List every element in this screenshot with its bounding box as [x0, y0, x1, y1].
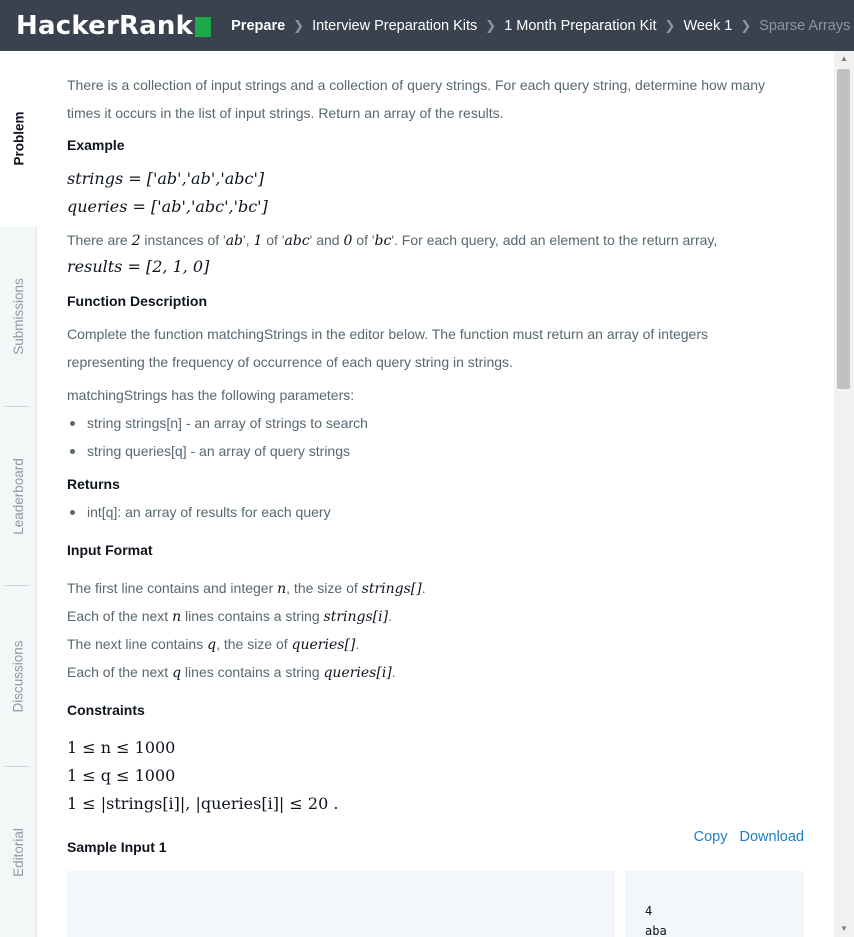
- top-navigation-bar: [0, 0, 854, 51]
- sample-line: 4: [645, 904, 653, 918]
- intro-line-2: times it occurs in the list of input strings. Return an array of the results.: [67, 105, 504, 121]
- input-format-heading: Input Format: [67, 542, 153, 558]
- breadcrumb-prepare[interactable]: Prepare: [231, 17, 286, 34]
- input-format-line: Each of the next n lines contains a string strings[i].: [67, 608, 392, 625]
- example-strings: strings = ['ab','ab','abc']: [67, 169, 265, 188]
- constraint-item: 1 ≤ q ≤ 1000: [67, 766, 176, 785]
- breadcrumb-week[interactable]: Week 1: [683, 17, 733, 34]
- function-description-heading: Function Description: [67, 293, 207, 309]
- returns-item: int[q]: an array of results for each query: [87, 498, 331, 526]
- returns-heading: Returns: [67, 476, 120, 492]
- chevron-right-icon: ❯: [740, 17, 752, 33]
- constraints-heading: Constraints: [67, 702, 145, 718]
- sample-input-heading: Sample Input 1: [67, 839, 167, 855]
- hackerrank-logo[interactable]: [16, 11, 211, 41]
- breadcrumb-current-challenge: Sparse Arrays: [759, 17, 851, 34]
- parameters-intro: matchingStrings has the following parameters:: [67, 387, 355, 403]
- logo-text: HackerRank: [16, 10, 194, 41]
- breadcrumb-interview-kits[interactable]: Interview Preparation Kits: [312, 17, 478, 34]
- scroll-down-arrow-icon[interactable]: ▼: [840, 924, 848, 933]
- example-heading: Example: [67, 137, 125, 153]
- scrollbar-thumb[interactable]: [837, 69, 850, 389]
- example-explanation: There are 2 instances of 'ab', 1 of 'abc' and 0 of 'bc'. For each query, add an element to the return array,: [67, 232, 718, 249]
- function-description-line-2: representing the frequency of occurrence of each query string in strings.: [67, 354, 513, 370]
- tab-discussions[interactable]: Discussions: [11, 639, 26, 713]
- challenge-tabs: [0, 51, 37, 937]
- chevron-right-icon: ❯: [293, 17, 305, 33]
- tab-submissions[interactable]: Submissions: [11, 277, 26, 355]
- example-queries: queries = ['ab','abc','bc']: [67, 197, 268, 216]
- scroll-up-arrow-icon[interactable]: ▲: [840, 54, 848, 63]
- copy-link[interactable]: Copy: [693, 829, 728, 845]
- chevron-right-icon: ❯: [664, 17, 676, 33]
- page-scrollbar[interactable]: [834, 51, 854, 937]
- tab-problem[interactable]: Problem: [0, 51, 38, 226]
- breadcrumb: [231, 18, 850, 34]
- breadcrumb-month-kit[interactable]: 1 Month Preparation Kit: [504, 17, 657, 34]
- constraint-item: 1 ≤ |strings[i]|, |queries[i]| ≤ 20 .: [67, 794, 339, 813]
- parameter-item: string queries[q] - an array of query strings: [87, 437, 350, 465]
- input-format-line: The first line contains and integer n, the size of strings[].: [67, 580, 426, 597]
- input-format-line: The next line contains q, the size of queries[].: [67, 636, 360, 653]
- sample-input-code: [625, 871, 804, 937]
- sample-input-panel: [67, 871, 615, 937]
- logo-cursor-block: [195, 17, 211, 37]
- sample-line: aba: [645, 924, 667, 937]
- function-description-line-1: Complete the function matchingStrings in the editor below. The function must return an array of integers: [67, 326, 708, 342]
- sample-actions: [686, 829, 804, 845]
- download-link[interactable]: Download: [739, 829, 804, 845]
- example-results: results = [2, 1, 0]: [67, 257, 210, 276]
- chevron-right-icon: ❯: [485, 17, 497, 33]
- tab-leaderboard[interactable]: Leaderboard: [11, 457, 27, 535]
- intro-line-1: There is a collection of input strings and a collection of query strings. For each query string, determine how many: [67, 77, 766, 93]
- tab-editorial[interactable]: Editorial: [11, 827, 26, 877]
- constraint-item: 1 ≤ n ≤ 1000: [67, 738, 176, 757]
- parameter-item: string strings[n] - an array of strings to search: [87, 409, 368, 437]
- input-format-line: Each of the next q lines contains a string queries[i].: [67, 664, 396, 681]
